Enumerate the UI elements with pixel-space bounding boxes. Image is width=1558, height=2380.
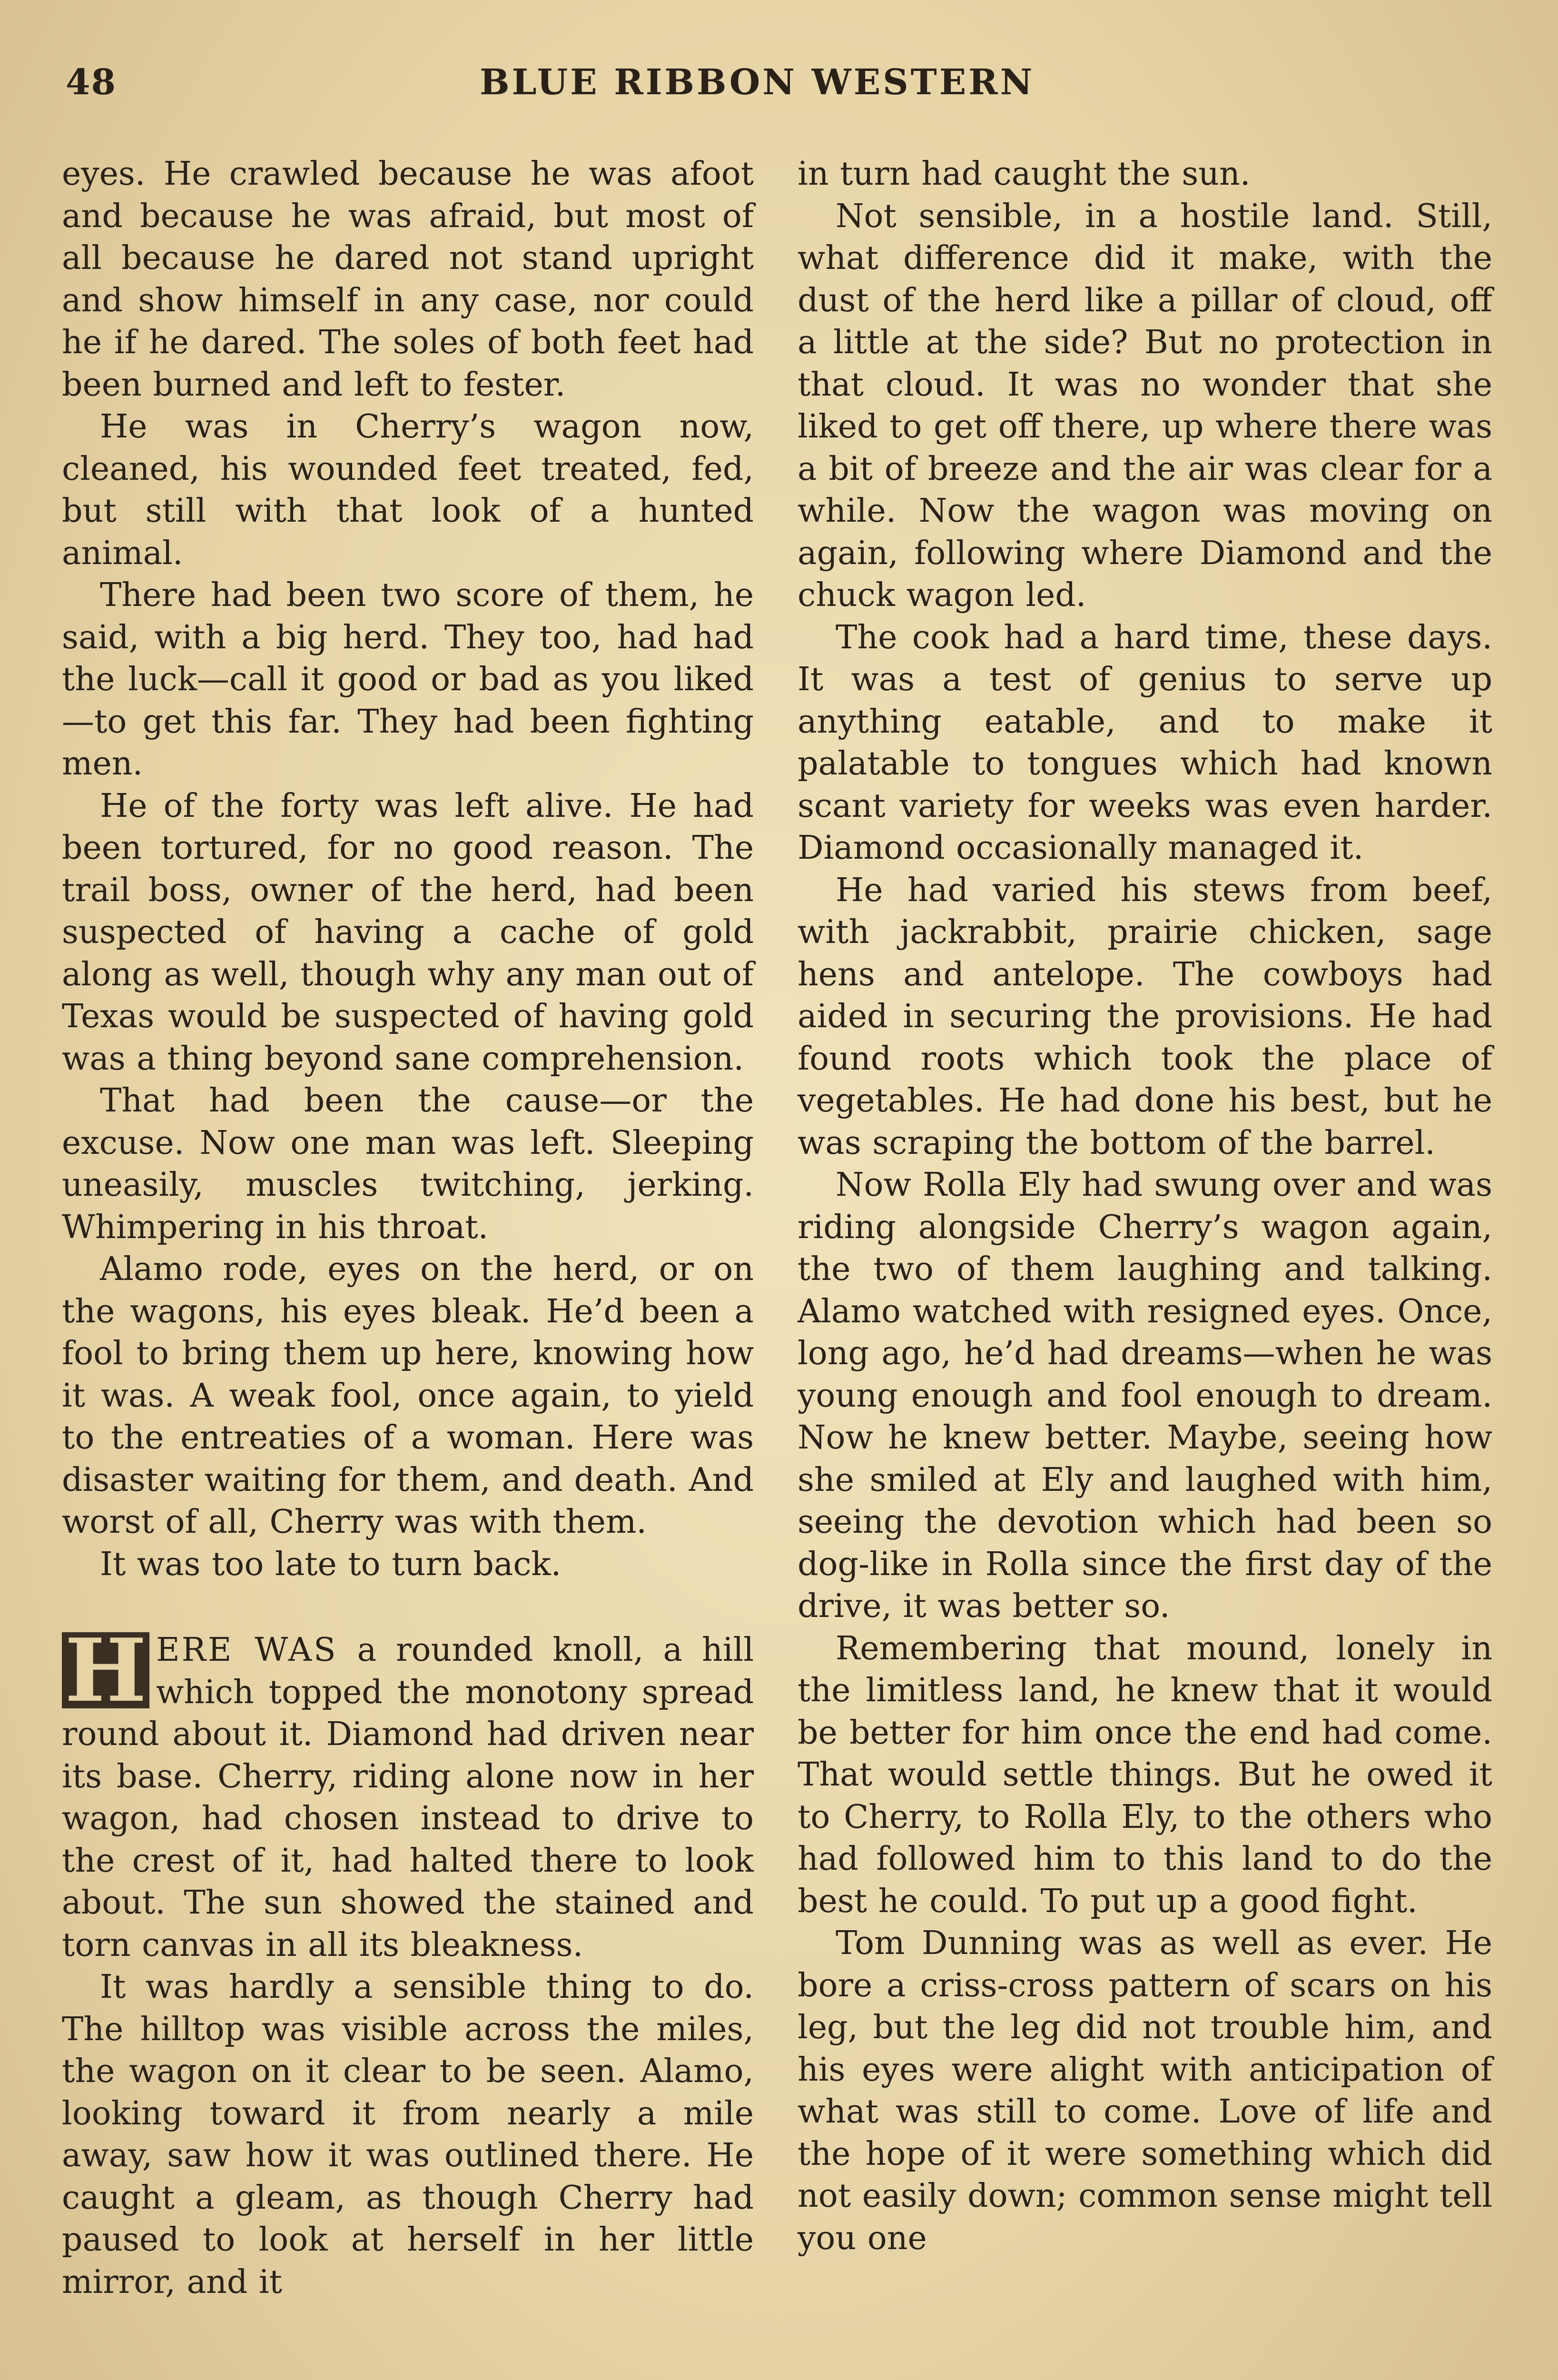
paragraph: That had been the cause—or the excuse. Now one man was left. Sleeping uneasily, muscles twitching, jerking. Whimpering in his throat. (62, 1082, 754, 1246)
paragraph: eyes. He crawled because he was afoot and because he was afraid, but most of all because he dared not stand upright and show himself in any case, nor could he if he dared. The soles of both feet had been burned and left to fester. (62, 155, 754, 404)
left-column (62, 153, 754, 2303)
section-opening-paragraph (62, 1619, 754, 1966)
lead-in-caps: ERE WAS (156, 1631, 338, 1669)
paragraph: Now Rolla Ely had swung over and was riding alongside Cherry’s wagon again, the two of them laughing and talking. Alamo watched with resigned eyes. Once, long ago, he’d had dreams—when he was young enough and fool enough to dream. Now he knew better. Maybe, seeing how she smiled at Ely and laughed with him, seeing the devotion which had been so dog-like in Rolla since the first day of the drive, it was better so. (798, 1166, 1492, 1625)
paragraph: He of the forty was left alive. He had been tortured, for no good reason. The trail boss, owner of the herd, had been suspected of having a cache of gold along as well, though why any man out of Texas would be suspected of having gold was a thing beyond sane comprehension. (62, 787, 754, 1078)
paragraph: It was too late to turn back. (100, 1545, 562, 1583)
paragraph: The cook had a hard time, these days. It was a test of genius to serve up anything eatable, and to make it palatable to tongues which had known scant variety for weeks was even harder. Diamond occasionally managed it. (798, 618, 1492, 867)
paragraph: He had varied his stews from beef, with jackrabbit, prairie chicken, sage hens and antelope. The cowboys had aided in securing the provisions. He had found roots which took the place of vegetables. He had done his best, but he was scraping the bottom of the barrel. (798, 871, 1492, 1162)
paragraph: It was hardly a sensible thing to do. The hilltop was visible across the miles, the wagon on it clear to be seen. Alamo, looking toward it from nearly a mile away, saw how it was outlined there. He caught a gleam, as though Cherry had paused to look at herself in her little mirror, and it (62, 1968, 754, 2301)
running-head: BLUE RIBBON WESTERN (480, 62, 1035, 103)
paragraph: He was in Cherry’s wagon now, cleaned, his wounded feet treated, fed, but still with that look of a hunted animal. (62, 408, 754, 572)
lead-in-text: a rounded knoll, a hill which topped the monotony spread round about it. Diamond had driven near its base. Cherry, riding alone now in her wagon, had chosen instead to drive to the crest of it, had halted there to look about. The sun showed the stained and torn canvas in all its bleakness. (62, 1631, 754, 1964)
section-break (62, 1586, 754, 1629)
page-number: 48 (66, 62, 117, 103)
page-header (66, 62, 1493, 114)
paragraph: Tom Dunning was as well as ever. He bore a criss-cross pattern of scars on his leg, but the leg did not trouble him, and his eyes were alight with anticipation of what was still to come. Love of life and the hope of it were something which did not easily down; common sense might tell you one (798, 1924, 1492, 2257)
paragraph: Remembering that mound, lonely in the limitless land, he knew that it would be better for him once the end had come. That would settle things. But he owed it to Cherry, to Rolla Ely, to the others who had followed him to this land to do the best he could. To put up a good fight. (798, 1629, 1492, 1920)
paragraph: in turn had caught the sun. (798, 155, 1251, 193)
paragraph: Alamo rode, eyes on the herd, or on the wagons, his eyes bleak. He’d been a fool to bring them up here, knowing how it was. A weak fool, once again, to yield to the entreaties of a woman. Here was disaster waiting for them, and death. And worst of all, Cherry was with them. (62, 1250, 754, 1541)
paragraph: Not sensible, in a hostile land. Still, what difference did it make, with the dust of the herd like a pillar of cloud, off a little at the side? But no protection in that cloud. It was no wonder that she liked to get off there, up where there was a bit of breeze and the air was clear for a while. Now the wagon was moving on again, following where Diamond and the chuck wagon led. (798, 197, 1492, 614)
paragraph: There had been two score of them, he said, with a big herd. They too, had had the luck—call it good or bad as you liked—to get this far. They had been fighting men. (62, 576, 754, 783)
drop-cap: H (62, 1632, 149, 1708)
right-column (798, 153, 1492, 2260)
